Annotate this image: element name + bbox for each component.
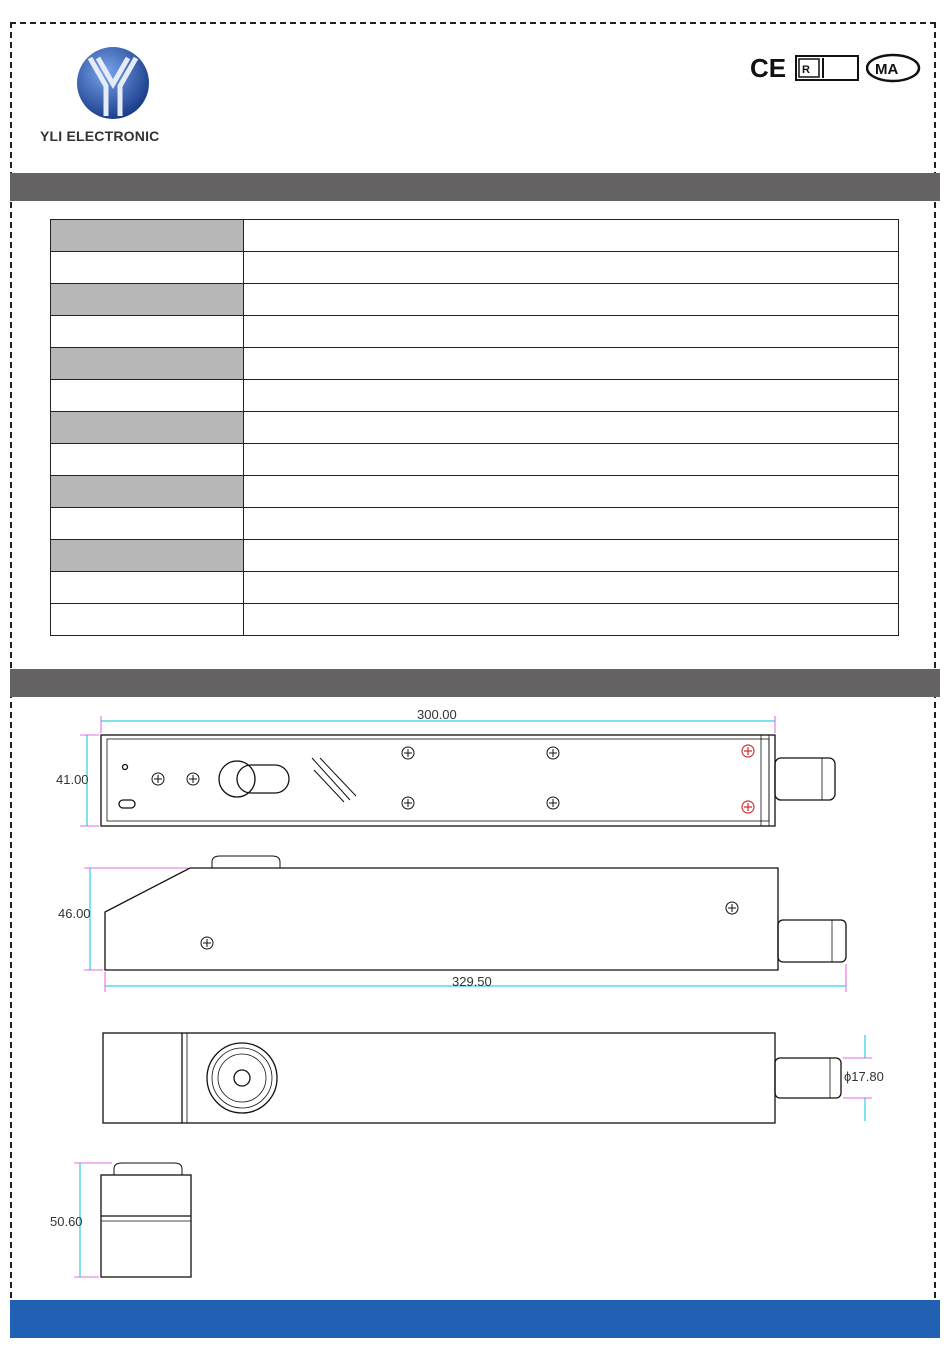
dim-top-width: 300.00	[417, 707, 457, 722]
end-view-body	[101, 1175, 191, 1277]
dim-top-height: 41.00	[56, 772, 89, 787]
svg-text:MA: MA	[875, 61, 899, 78]
dim-side-height: 46.00	[58, 906, 91, 921]
side-view-body	[105, 868, 778, 970]
dim-bolt-diameter: ϕ17.80	[844, 1069, 884, 1084]
bolt-view-body	[103, 1033, 775, 1123]
svg-text:R: R	[802, 64, 810, 76]
top-view-body	[101, 735, 775, 826]
dim-end-height: 50.60	[50, 1214, 83, 1229]
brand-name: YLI ELECTRONIC	[40, 128, 160, 144]
svg-text:CE: CE	[750, 53, 787, 83]
dim-side-length: 329.50	[452, 974, 492, 989]
